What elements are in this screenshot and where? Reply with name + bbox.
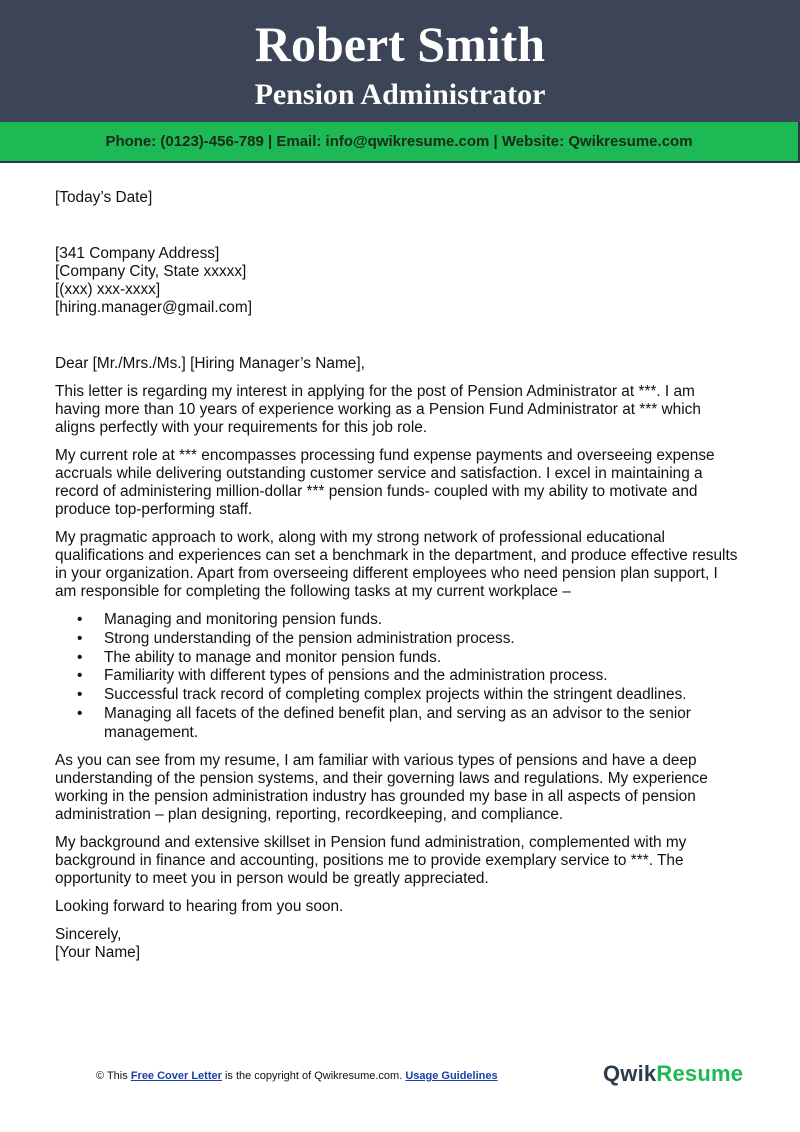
paragraph-line: produce top-performing staff. <box>55 501 253 518</box>
header-banner <box>0 0 800 122</box>
paragraph-experience <box>55 752 740 824</box>
paragraph-line: am responsible for completing the following tasks at my current workplace – <box>55 583 571 600</box>
paragraph-background <box>55 834 740 888</box>
paragraph-line: administration – plan designing, reporting, recordkeeping, and compliance. <box>55 806 564 823</box>
list-item-text: Successful track record of completing complex projects within the stringent deadlines. <box>104 686 687 704</box>
paragraph-line: This letter is regarding my interest in applying for the post of Pension Administrator at ***. I am <box>55 383 695 400</box>
closing-remark: Looking forward to hearing from you soon. <box>55 898 344 915</box>
applicant-name: Robert Smith <box>254 16 546 72</box>
address-line: [(xxx) xxx-xxxx] <box>55 281 161 298</box>
paragraph-line: As you can see from my resume, I am familiar with various types of pensions and have a deep <box>55 752 697 769</box>
paragraph-line: My background and extensive skillset in Pension fund administration, complemented with my <box>55 834 687 851</box>
task-list <box>55 611 745 743</box>
paragraph-approach <box>55 529 740 601</box>
paragraph-line: in your organization. Apart from overseeing different employees who need pension plan support, I <box>55 565 718 582</box>
address-line: [Company City, State xxxxx] <box>55 263 247 280</box>
salutation: Dear [Mr./Mrs./Ms.] [Hiring Manager’s Name], <box>55 355 365 372</box>
signature-name: [Your Name] <box>55 944 140 961</box>
paragraph-line: understanding of the pension systems, and their governing laws and regulations. My experience <box>55 770 708 787</box>
paragraph-intro <box>55 383 740 437</box>
paragraph-line: aligns perfectly with your requirements for this job role. <box>55 419 428 436</box>
address-line: [341 Company Address] <box>55 245 220 262</box>
paragraph-line: accruals while delivering outstanding customer service and satisfaction. I excel in maintaining a <box>55 465 703 482</box>
list-item: • Familiarity with different types of pensions and the administration process. <box>77 667 608 685</box>
copyright-footer <box>96 1070 498 1082</box>
footer-text: is the copyright of Qwikresume.com. <box>221 1070 406 1082</box>
list-item: • The ability to manage and monitor pension funds. <box>77 648 442 666</box>
contact-bar: Phone: (0123)-456-789 | Email: info@qwikresume.com | Website: Qwikresume.com <box>0 122 800 163</box>
qwikresume-logo <box>603 1061 743 1087</box>
sign-off: Sincerely, <box>55 926 122 943</box>
paragraph-line: having more than 10 years of experience working as a Pension Fund Administrator at *** which <box>55 401 701 418</box>
paragraph-line: qualifications and experiences can set a benchmark in the department, and produce effective results <box>55 547 738 564</box>
logo-text-resume: Resume <box>656 1061 744 1086</box>
letter-date: [Today’s Date] <box>55 189 153 206</box>
usage-guidelines-link[interactable]: Usage Guidelines <box>405 1070 498 1082</box>
paragraph-line: working in the pension administration industry has grounded my base in all aspects of pension <box>55 788 696 805</box>
list-item-text: Managing and monitoring pension funds. <box>104 611 383 628</box>
address-line: [hiring.manager@gmail.com] <box>55 299 252 316</box>
logo-text-qwik: Qwik <box>603 1061 657 1086</box>
list-item-text: Strong understanding of the pension administration process. <box>104 629 515 647</box>
paragraph-line: background in finance and accounting, positions me to provide exemplary service to ***. The <box>55 852 684 869</box>
list-item-text: Familiarity with different types of pensions and the administration process. <box>104 667 608 685</box>
paragraph-line: opportunity to meet you in person would be greatly appreciated. <box>55 870 489 887</box>
list-item: • Strong understanding of the pension administration process. <box>77 629 515 647</box>
paragraph-line: record of administering million-dollar *** pension funds- coupled with my ability to motivate and <box>55 483 698 500</box>
free-cover-letter-link[interactable]: Free Cover Letter <box>130 1070 222 1082</box>
paragraph-line: My current role at *** encompasses processing fund expense payments and overseeing expense <box>55 447 715 464</box>
list-item: • Managing all facets of the defined benefit plan, and serving as an advisor to the senior management. <box>77 704 691 741</box>
paragraph-current-role <box>55 447 740 519</box>
paragraph-line: My pragmatic approach to work, along with my strong network of professional educational <box>55 529 665 546</box>
list-item: • Managing and monitoring pension funds. <box>77 611 383 628</box>
list-item-text: The ability to manage and monitor pension funds. <box>104 648 442 666</box>
list-item-text: Managing all facets of the defined benefit plan, and serving as an advisor to the senior management. <box>104 704 691 741</box>
list-item: • Successful track record of completing complex projects within the stringent deadlines. <box>77 686 687 704</box>
job-title: Pension Administrator <box>254 78 546 111</box>
footer-text: © This <box>96 1070 131 1082</box>
recipient-address <box>55 245 740 317</box>
